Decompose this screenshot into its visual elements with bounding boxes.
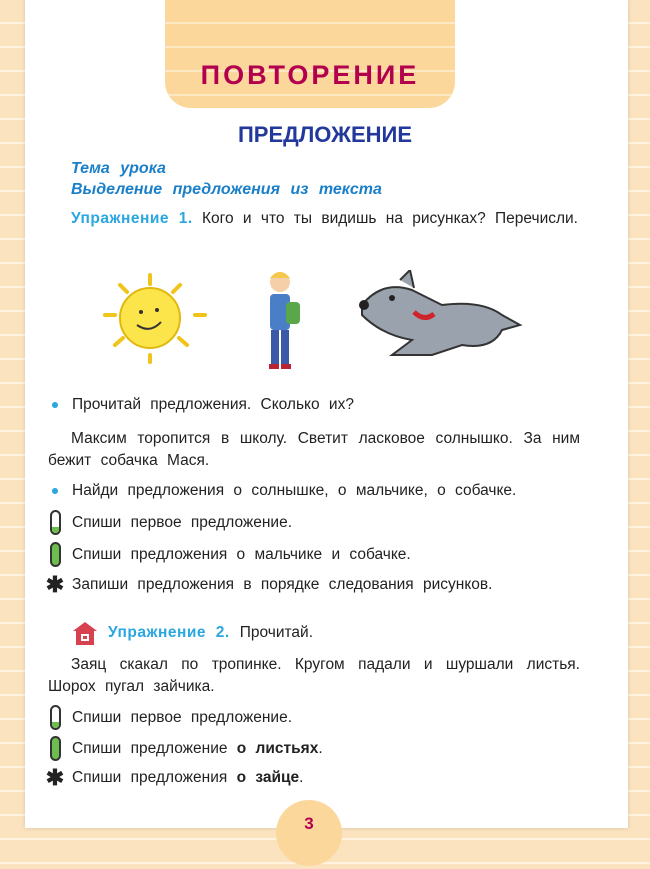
- asterisk-icon: ✱: [45, 765, 65, 790]
- theme-topic: Выделение предложения из текста: [71, 181, 382, 198]
- exercise-1-task-find: [48, 482, 516, 500]
- level-low-icon: [50, 705, 61, 730]
- task-text: Запиши предложения в порядке следования рисунков.: [72, 576, 493, 593]
- task-text: Спиши предложение: [72, 739, 237, 757]
- exercise-1-task-read: [48, 396, 354, 414]
- exercise-1-intro: [48, 208, 580, 230]
- task-text-end: .: [299, 769, 304, 786]
- task-text-end: .: [318, 739, 323, 757]
- level-full-icon: [50, 542, 61, 567]
- exercise-1-task-easy: [48, 510, 292, 535]
- level-low-icon: [50, 510, 61, 535]
- exercise-1-task-medium: [48, 542, 411, 567]
- boy-icon: [258, 266, 308, 376]
- bullet-icon: [52, 402, 58, 408]
- task-text: Спиши первое предложение.: [72, 708, 293, 726]
- asterisk-icon: ✱: [45, 572, 65, 597]
- level-full-icon: [50, 736, 61, 761]
- exercise-2-task-medium: [48, 736, 323, 761]
- exercise-1-task-hard: [45, 572, 493, 597]
- exercise-2-label: Упражнение 2.: [108, 624, 230, 641]
- section-tab: [165, 0, 455, 108]
- exercise-2-task-easy: [48, 705, 292, 730]
- exercise-1-text: Кого и что ты видишь на рисунках? Перечисли.: [202, 210, 578, 227]
- task-bold: о зайце: [236, 769, 300, 786]
- home-icon: [72, 620, 98, 646]
- exercise-2-passage: [48, 654, 580, 698]
- exercise-1-label: Упражнение 1.: [71, 210, 193, 227]
- section-title: ПОВТОРЕНИЕ: [200, 60, 420, 90]
- bullet-icon: [52, 488, 58, 494]
- lesson-theme: [71, 158, 382, 200]
- task-text: Прочитай предложения. Сколько их?: [72, 396, 354, 413]
- task-text: Спиши предложения: [72, 769, 237, 786]
- page-title: ПРЕДЛОЖЕНИЕ: [237, 122, 413, 147]
- dog-icon: [352, 270, 527, 365]
- exercise-2-text: Прочитай.: [239, 624, 314, 641]
- exercise-1-passage: [48, 428, 580, 472]
- theme-label: Тема урока: [71, 160, 166, 177]
- exercise-2-task-hard: [45, 765, 304, 790]
- passage-text: Максим торопится в школу. Светит ласковое солнышко. За ним бежит собачка Мася.: [48, 430, 580, 469]
- sun-icon: [95, 270, 215, 370]
- exercise-2-intro: [72, 620, 313, 646]
- passage-text: Заяц скакал по тропинке. Кругом падали и шуршали листья. Шорох пугал зайчика.: [48, 656, 580, 695]
- task-text: Найди предложения о солнышке, о мальчике, о собачке.: [72, 482, 517, 499]
- task-text: Спиши предложения о мальчике и собачке.: [72, 545, 411, 563]
- task-bold: о листьях: [236, 739, 319, 757]
- task-text: Спиши первое предложение.: [72, 513, 293, 531]
- page-number: 3: [276, 800, 342, 866]
